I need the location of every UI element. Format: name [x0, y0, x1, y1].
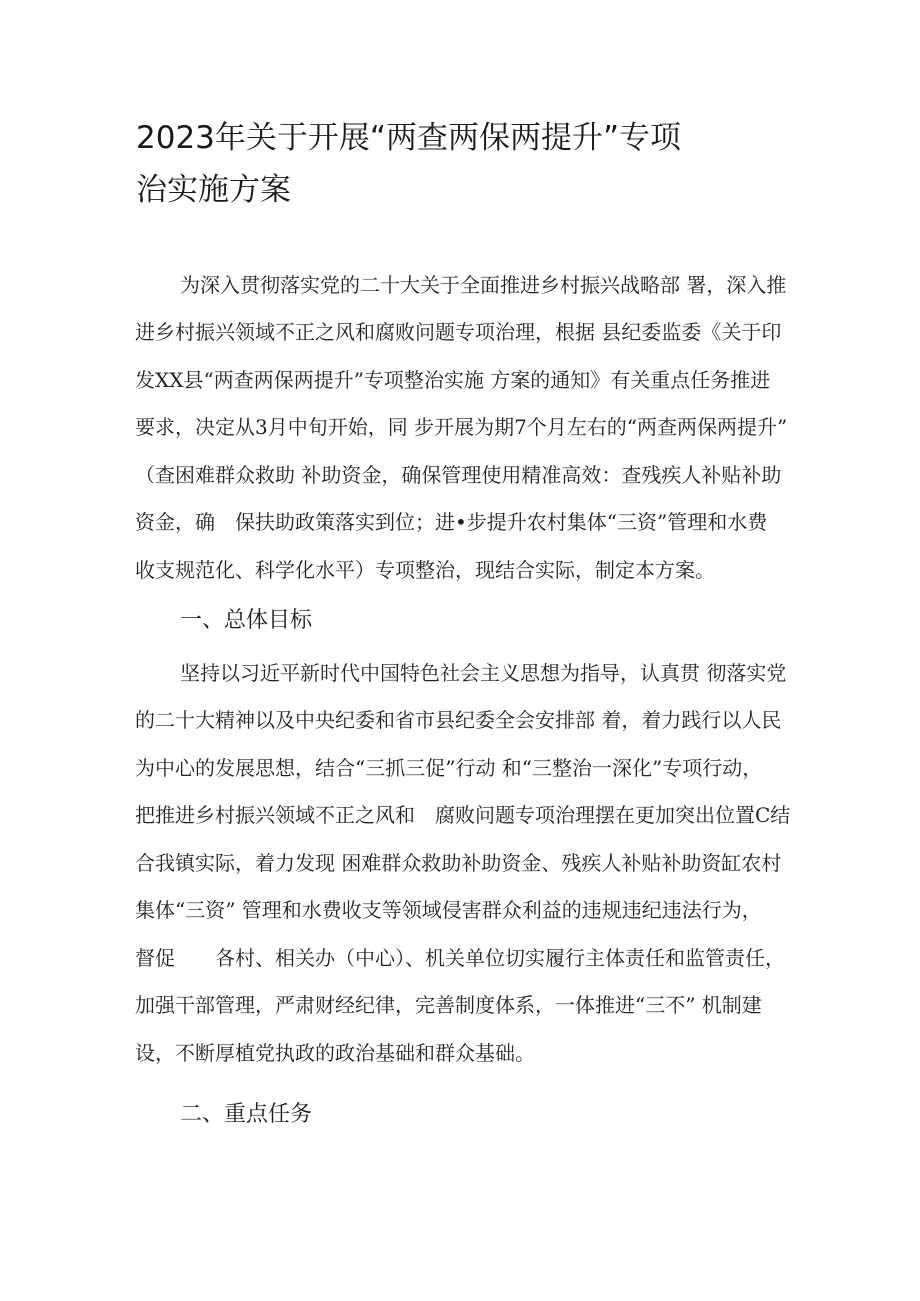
paragraph-line: 加强干部管理，严肃财经纪律，完善制度体系，一体推进“三不” 机制建: [135, 993, 762, 1017]
paragraph-line: 坚持以习近平新时代中国特色社会主义思想为指导，认真贯 彻落实党: [180, 661, 787, 685]
paragraph-line: 把推进乡村振兴领域不正之风和 腐败问题专项治理摆在更加突出位置C结: [135, 803, 791, 827]
paragraph-line: 设，不断厚植党执政的政治基础和群众基础。: [135, 1041, 535, 1065]
paragraph-line: 资金，确 保扶助政策落实到位；进•步提升农村集体“三资”管理和水费: [135, 510, 768, 534]
paragraph-line: 要求，决定从3月中旬开始，同 步开展为期7个月左右的“两查两保两提升”: [135, 415, 788, 439]
paragraph-line: 收支规范化、科学化水平）专项整治，现结合实际，制定本方案。: [135, 558, 715, 582]
paragraph-line: 进乡村振兴领域不正之风和腐败问题专项治理，根据 县纪委监委《关于印: [135, 320, 782, 344]
section-heading-key-tasks: 二、重点任务: [180, 1102, 313, 1127]
paragraph-line: 为中心的发展思想，结合“三抓三促”行动 和“三整治一深化”专项行动，: [135, 756, 763, 780]
paragraph-line: 合我镇实际，着力发现 困难群众救助补助资金、残疾人补贴补助资缸农村: [135, 851, 782, 875]
paragraph-line: 的二十大精神以及中央纪委和省市县纪委全会安排部 着，着力践行以人民: [135, 708, 782, 732]
section-heading-overall-goal: 一、总体目标: [180, 608, 313, 633]
paragraph-line: （查困难群众救助 补助资金，确保管理使用精准高效：查残疾人补贴补助: [135, 463, 782, 487]
paragraph-line: 集体“三资” 管理和水费收支等领域侵害群众利益的违规违纪违法行为，: [135, 898, 762, 922]
paragraph-line: 为深入贯彻落实党的二十大关于全面推进乡村振兴战略部 署，深入推: [180, 273, 787, 297]
paragraph-line: 发XX县“两查两保两提升”专项整治实施 方案的通知》有关重点任务推进: [135, 368, 771, 392]
paragraph-line: 督促 各村、相关办（中心）、机关单位切实履行主体责任和监管责任，: [135, 946, 785, 970]
document-title-line-2: 治实施方案: [136, 172, 291, 208]
document-title-line-1: 2023年关于开展“两查两保两提升”专项: [136, 120, 682, 156]
